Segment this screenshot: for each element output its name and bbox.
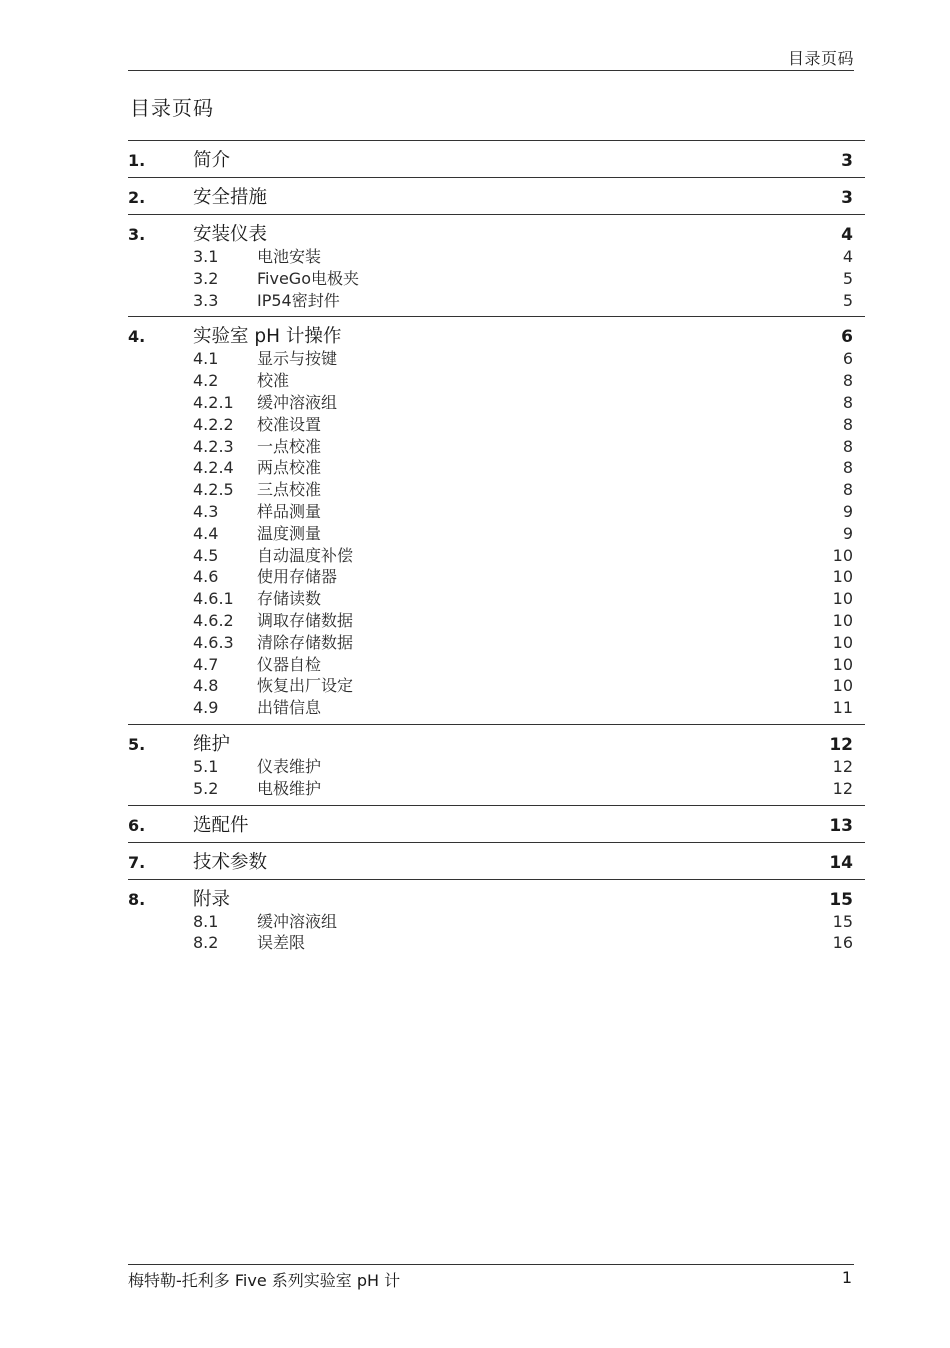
toc-subentry-number: 4.2.3	[193, 436, 234, 456]
toc-subentry-page: 11	[832, 698, 853, 718]
toc-subentry-page: 10	[832, 632, 853, 652]
toc-subentry[interactable]	[128, 630, 865, 652]
toc-subentry-title: 三点校准	[257, 480, 322, 500]
toc-subentry-title: 恢复出厂设定	[257, 676, 354, 696]
toc-subentry[interactable]	[128, 754, 865, 776]
toc-subentry-title: 电池安装	[257, 247, 322, 266]
running-title: 目录页码	[787, 49, 854, 68]
toc-subentry-title: 显示与按键	[257, 349, 338, 369]
toc-subentry-title: FiveGo电极夹	[257, 268, 359, 288]
toc-subentry[interactable]	[128, 695, 865, 717]
toc-subentry-title: 使用存储器	[257, 567, 338, 587]
toc-entry-page: 12	[829, 734, 853, 755]
page-title: 目录页码	[130, 96, 214, 120]
toc-subentry-number: 4.4	[193, 523, 219, 543]
toc-section	[128, 316, 865, 724]
toc-entry-page: 14	[829, 852, 853, 873]
toc-subentry-number: 4.5	[193, 545, 219, 565]
toc-subentry-page: 8	[842, 392, 853, 412]
toc-entry-number: 8.	[128, 889, 146, 909]
page-header	[128, 44, 854, 71]
toc-entry-title: 实验室 pH 计操作	[193, 326, 342, 348]
table-of-contents	[128, 140, 865, 952]
toc-subentry[interactable]	[128, 288, 865, 310]
toc-subentry-page: 6	[842, 349, 853, 369]
toc-entry[interactable]	[128, 730, 865, 754]
toc-entry[interactable]	[128, 183, 865, 207]
toc-entry-title: 安装仪表	[193, 224, 268, 245]
toc-subentry[interactable]	[128, 586, 865, 608]
toc-entry-title: 选配件	[193, 814, 249, 836]
toc-entry-page: 13	[829, 815, 853, 836]
toc-subentry-page: 10	[832, 676, 853, 696]
toc-subentry[interactable]	[128, 346, 865, 368]
toc-subentry-number: 4.8	[193, 676, 219, 696]
toc-subentry-title: 温度测量	[257, 523, 322, 543]
toc-subentry-page: 12	[832, 756, 853, 776]
toc-entry-page: 3	[841, 188, 853, 208]
toc-subentry-title: 校准设置	[257, 414, 322, 434]
toc-entry-number: 1.	[128, 151, 146, 170]
toc-entry-page: 15	[829, 889, 853, 910]
toc-subentry-number: 4.2.2	[193, 414, 234, 434]
footer-page-number: 1	[841, 1268, 852, 1287]
toc-entry[interactable]	[128, 885, 865, 909]
toc-section	[128, 879, 865, 953]
toc-section	[128, 724, 865, 805]
toc-subentry-page: 8	[842, 436, 853, 456]
toc-entry-title: 简介	[193, 150, 231, 171]
toc-subentry-number: 4.9	[193, 698, 219, 718]
toc-subentry-page: 8	[842, 480, 853, 500]
page-footer	[128, 1264, 854, 1290]
toc-entry-number: 5.	[128, 734, 146, 754]
toc-subentry[interactable]	[128, 434, 865, 456]
toc-subentry-page: 9	[842, 523, 853, 543]
toc-subentry-number: 5.1	[193, 756, 219, 776]
toc-subentry-page: 16	[832, 933, 853, 953]
toc-subentry-page: 10	[832, 589, 853, 609]
toc-subentry-page: 8	[842, 458, 853, 478]
toc-subentry[interactable]	[128, 244, 865, 266]
toc-subentry-page: 10	[832, 654, 853, 674]
toc-subentry-title: 自动温度补偿	[257, 545, 354, 565]
toc-subentry-page: 15	[832, 911, 853, 931]
toc-subentry[interactable]	[128, 390, 865, 412]
toc-subentry-title: 校准	[257, 371, 290, 391]
toc-subentry-number: 4.1	[193, 349, 219, 369]
toc-subentry-title: 两点校准	[257, 458, 322, 478]
toc-subentry-title: 缓冲溶液组	[257, 911, 338, 931]
toc-subentry-page: 5	[842, 268, 853, 288]
toc-subentry[interactable]	[128, 412, 865, 434]
toc-subentry[interactable]	[128, 266, 865, 288]
toc-subentry-title: 一点校准	[257, 436, 322, 456]
toc-subentry[interactable]	[128, 543, 865, 565]
toc-entry-title: 技术参数	[193, 851, 268, 873]
toc-entry-number: 2.	[128, 188, 146, 207]
toc-subentry-number: 3.1	[193, 247, 219, 266]
toc-subentry[interactable]	[128, 673, 865, 695]
toc-section	[128, 805, 865, 842]
toc-entry-page: 3	[841, 151, 853, 171]
toc-entry[interactable]	[128, 848, 865, 872]
toc-section	[128, 140, 865, 177]
toc-subentry-number: 5.2	[193, 778, 219, 798]
toc-subentry-number: 8.2	[193, 933, 219, 953]
toc-entry-number: 7.	[128, 852, 146, 872]
toc-entry-title: 维护	[193, 733, 231, 755]
toc-subentry-title: 调取存储数据	[257, 610, 354, 630]
toc-subentry-number: 4.6.2	[193, 610, 234, 630]
toc-subentry-title: IP54密封件	[257, 290, 340, 310]
toc-subentry-page: 10	[832, 567, 853, 587]
toc-subentry[interactable]	[128, 608, 865, 630]
toc-subentry[interactable]	[128, 776, 865, 798]
toc-subentry[interactable]	[128, 477, 865, 499]
toc-subentry-number: 4.6	[193, 567, 219, 587]
toc-entry-title: 附录	[193, 888, 231, 910]
toc-subentry-title: 仪表维护	[257, 756, 322, 776]
toc-subentry-page: 4	[842, 247, 853, 266]
toc-subentry-page: 10	[832, 610, 853, 630]
toc-subentry-page: 8	[842, 371, 853, 391]
toc-subentry-number: 4.2.4	[193, 458, 234, 478]
footer-document-name: 梅特勒-托利多 Five 系列实验室 pH 计	[128, 1271, 401, 1290]
toc-subentry-number: 4.6.1	[193, 589, 234, 609]
toc-subentry[interactable]	[128, 499, 865, 521]
toc-subentry[interactable]	[128, 564, 865, 586]
toc-entry-page: 6	[841, 327, 853, 348]
toc-subentry-number: 4.3	[193, 501, 219, 521]
toc-subentry-page: 8	[842, 414, 853, 434]
toc-subentry-title: 样品测量	[257, 501, 322, 521]
toc-entry-number: 3.	[128, 225, 146, 244]
toc-entry-page: 4	[841, 225, 853, 245]
toc-subentry-number: 4.7	[193, 654, 219, 674]
toc-subentry-title: 电极维护	[257, 778, 322, 798]
toc-subentry[interactable]	[128, 368, 865, 390]
toc-subentry-number: 4.2	[193, 371, 219, 391]
toc-subentry-title: 缓冲溶液组	[257, 392, 338, 412]
toc-section	[128, 177, 865, 214]
toc-section	[128, 214, 865, 316]
toc-subentry-number: 4.2.5	[193, 480, 234, 500]
toc-subentry[interactable]	[128, 652, 865, 674]
toc-subentry-page: 10	[832, 545, 853, 565]
toc-entry[interactable]	[128, 220, 865, 244]
toc-subentry-number: 3.2	[193, 268, 219, 288]
toc-subentry-title: 误差限	[257, 933, 306, 953]
toc-subentry-number: 4.6.3	[193, 632, 234, 652]
toc-subentry-title: 出错信息	[257, 698, 322, 718]
toc-subentry-number: 3.3	[193, 290, 219, 310]
toc-subentry-title: 清除存储数据	[257, 632, 354, 652]
toc-subentry-page: 9	[842, 501, 853, 521]
toc-subentry[interactable]	[128, 909, 865, 931]
toc-subentry[interactable]	[128, 455, 865, 477]
toc-section	[128, 842, 865, 879]
toc-subentry-page: 5	[842, 290, 853, 310]
toc-entry-title: 安全措施	[193, 187, 268, 208]
toc-subentry-number: 4.2.1	[193, 392, 234, 412]
toc-entry[interactable]	[128, 146, 865, 170]
toc-entry-number: 6.	[128, 815, 146, 835]
toc-subentry-number: 8.1	[193, 911, 219, 931]
toc-subentry[interactable]	[128, 521, 865, 543]
toc-subentry-title: 存储读数	[257, 589, 322, 609]
toc-subentry[interactable]	[128, 930, 865, 952]
toc-entry[interactable]	[128, 811, 865, 835]
toc-subentry-title: 仪器自检	[257, 654, 322, 674]
toc-entry-number: 4.	[128, 327, 146, 347]
toc-entry[interactable]	[128, 322, 865, 346]
toc-subentry-page: 12	[832, 778, 853, 798]
